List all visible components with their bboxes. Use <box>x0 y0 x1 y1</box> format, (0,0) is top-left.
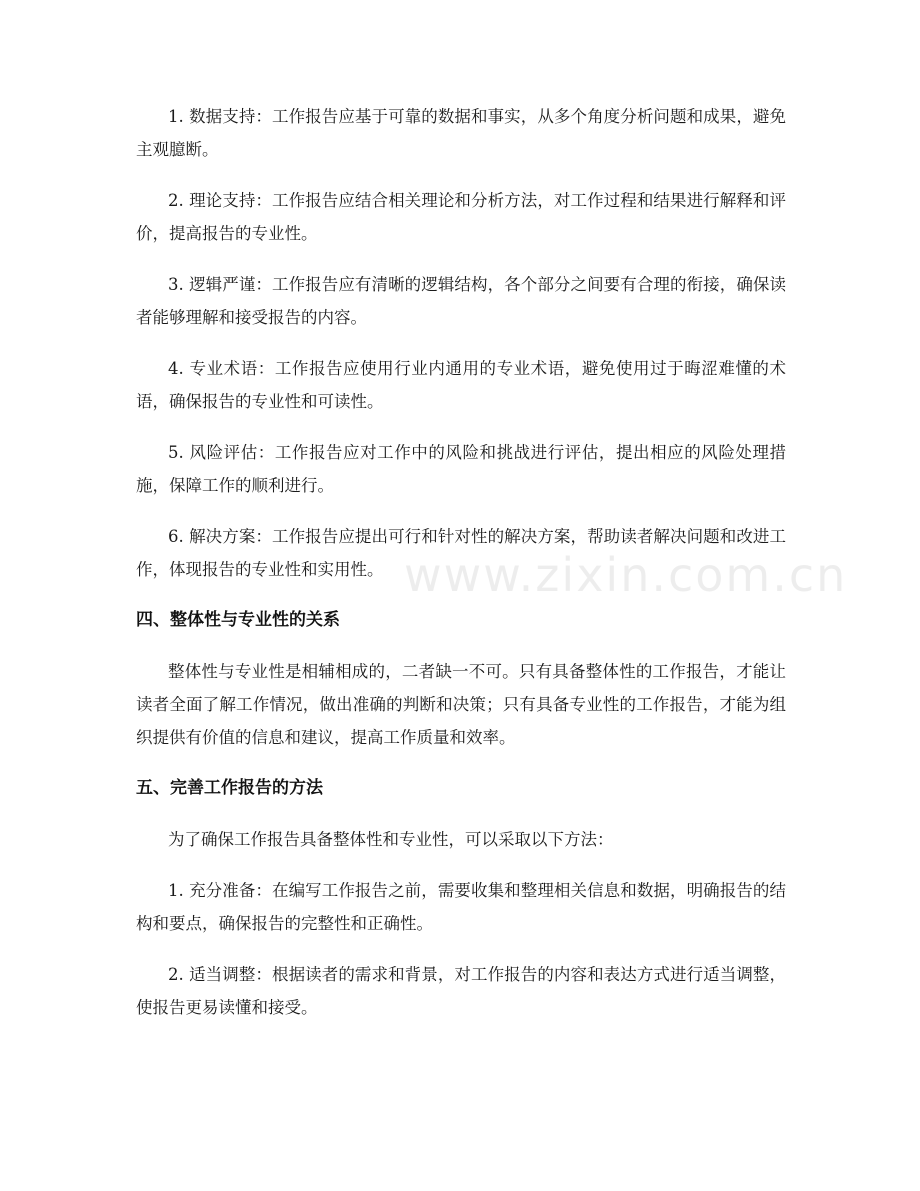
list-item-data-support: 1. 数据支持：工作报告应基于可靠的数据和事实，从多个角度分析问题和成果，避免主观臆断。 <box>136 107 786 159</box>
list-item-solutions: 6. 解决方案：工作报告应提出可行和针对性的解决方案，帮助读者解决问题和改进工作，体现报告的专业性和实用性。 <box>136 527 786 579</box>
list-item-adjustment: 2. 适当调整：根据读者的需求和背景，对工作报告的内容和表达方式进行适当调整，使报告更易读懂和接受。 <box>136 965 786 1017</box>
section-heading-methods: 五、完善工作报告的方法 <box>136 778 323 798</box>
list-item-risk-assessment: 5. 风险评估：工作报告应对工作中的风险和挑战进行评估，提出相应的风险处理措施，保障工作的顺利进行。 <box>136 443 786 495</box>
document-body <box>136 100 786 1042</box>
watermark: www.zixin.com.cn <box>404 548 848 602</box>
list-item-logic-rigor: 3. 逻辑严谨：工作报告应有清晰的逻辑结构，各个部分之间要有合理的衔接，确保读者能够理解和接受报告的内容。 <box>136 275 786 327</box>
paragraph-methods-intro: 为了确保工作报告具备整体性和专业性，可以采取以下方法： <box>168 830 614 849</box>
list-item-terminology: 4. 专业术语：工作报告应使用行业内通用的专业术语，避免使用过于晦涩难懂的术语，确保报告的专业性和可读性。 <box>136 359 786 411</box>
paragraph-relationship: 整体性与专业性是相辅相成的，二者缺一不可。只有具备整体性的工作报告，才能让读者全面了解工作情况，做出准确的判断和决策；只有具备专业性的工作报告，才能为组织提供有价值的信息和建议，提高工作质量和效率。 <box>136 662 786 747</box>
list-item-theory-support: 2. 理论支持：工作报告应结合相关理论和分析方法，对工作过程和结果进行解释和评价，提高报告的专业性。 <box>136 191 786 243</box>
section-heading-relationship: 四、整体性与专业性的关系 <box>136 610 340 630</box>
list-item-preparation: 1. 充分准备：在编写工作报告之前，需要收集和整理相关信息和数据，明确报告的结构和要点，确保报告的完整性和正确性。 <box>136 881 786 933</box>
